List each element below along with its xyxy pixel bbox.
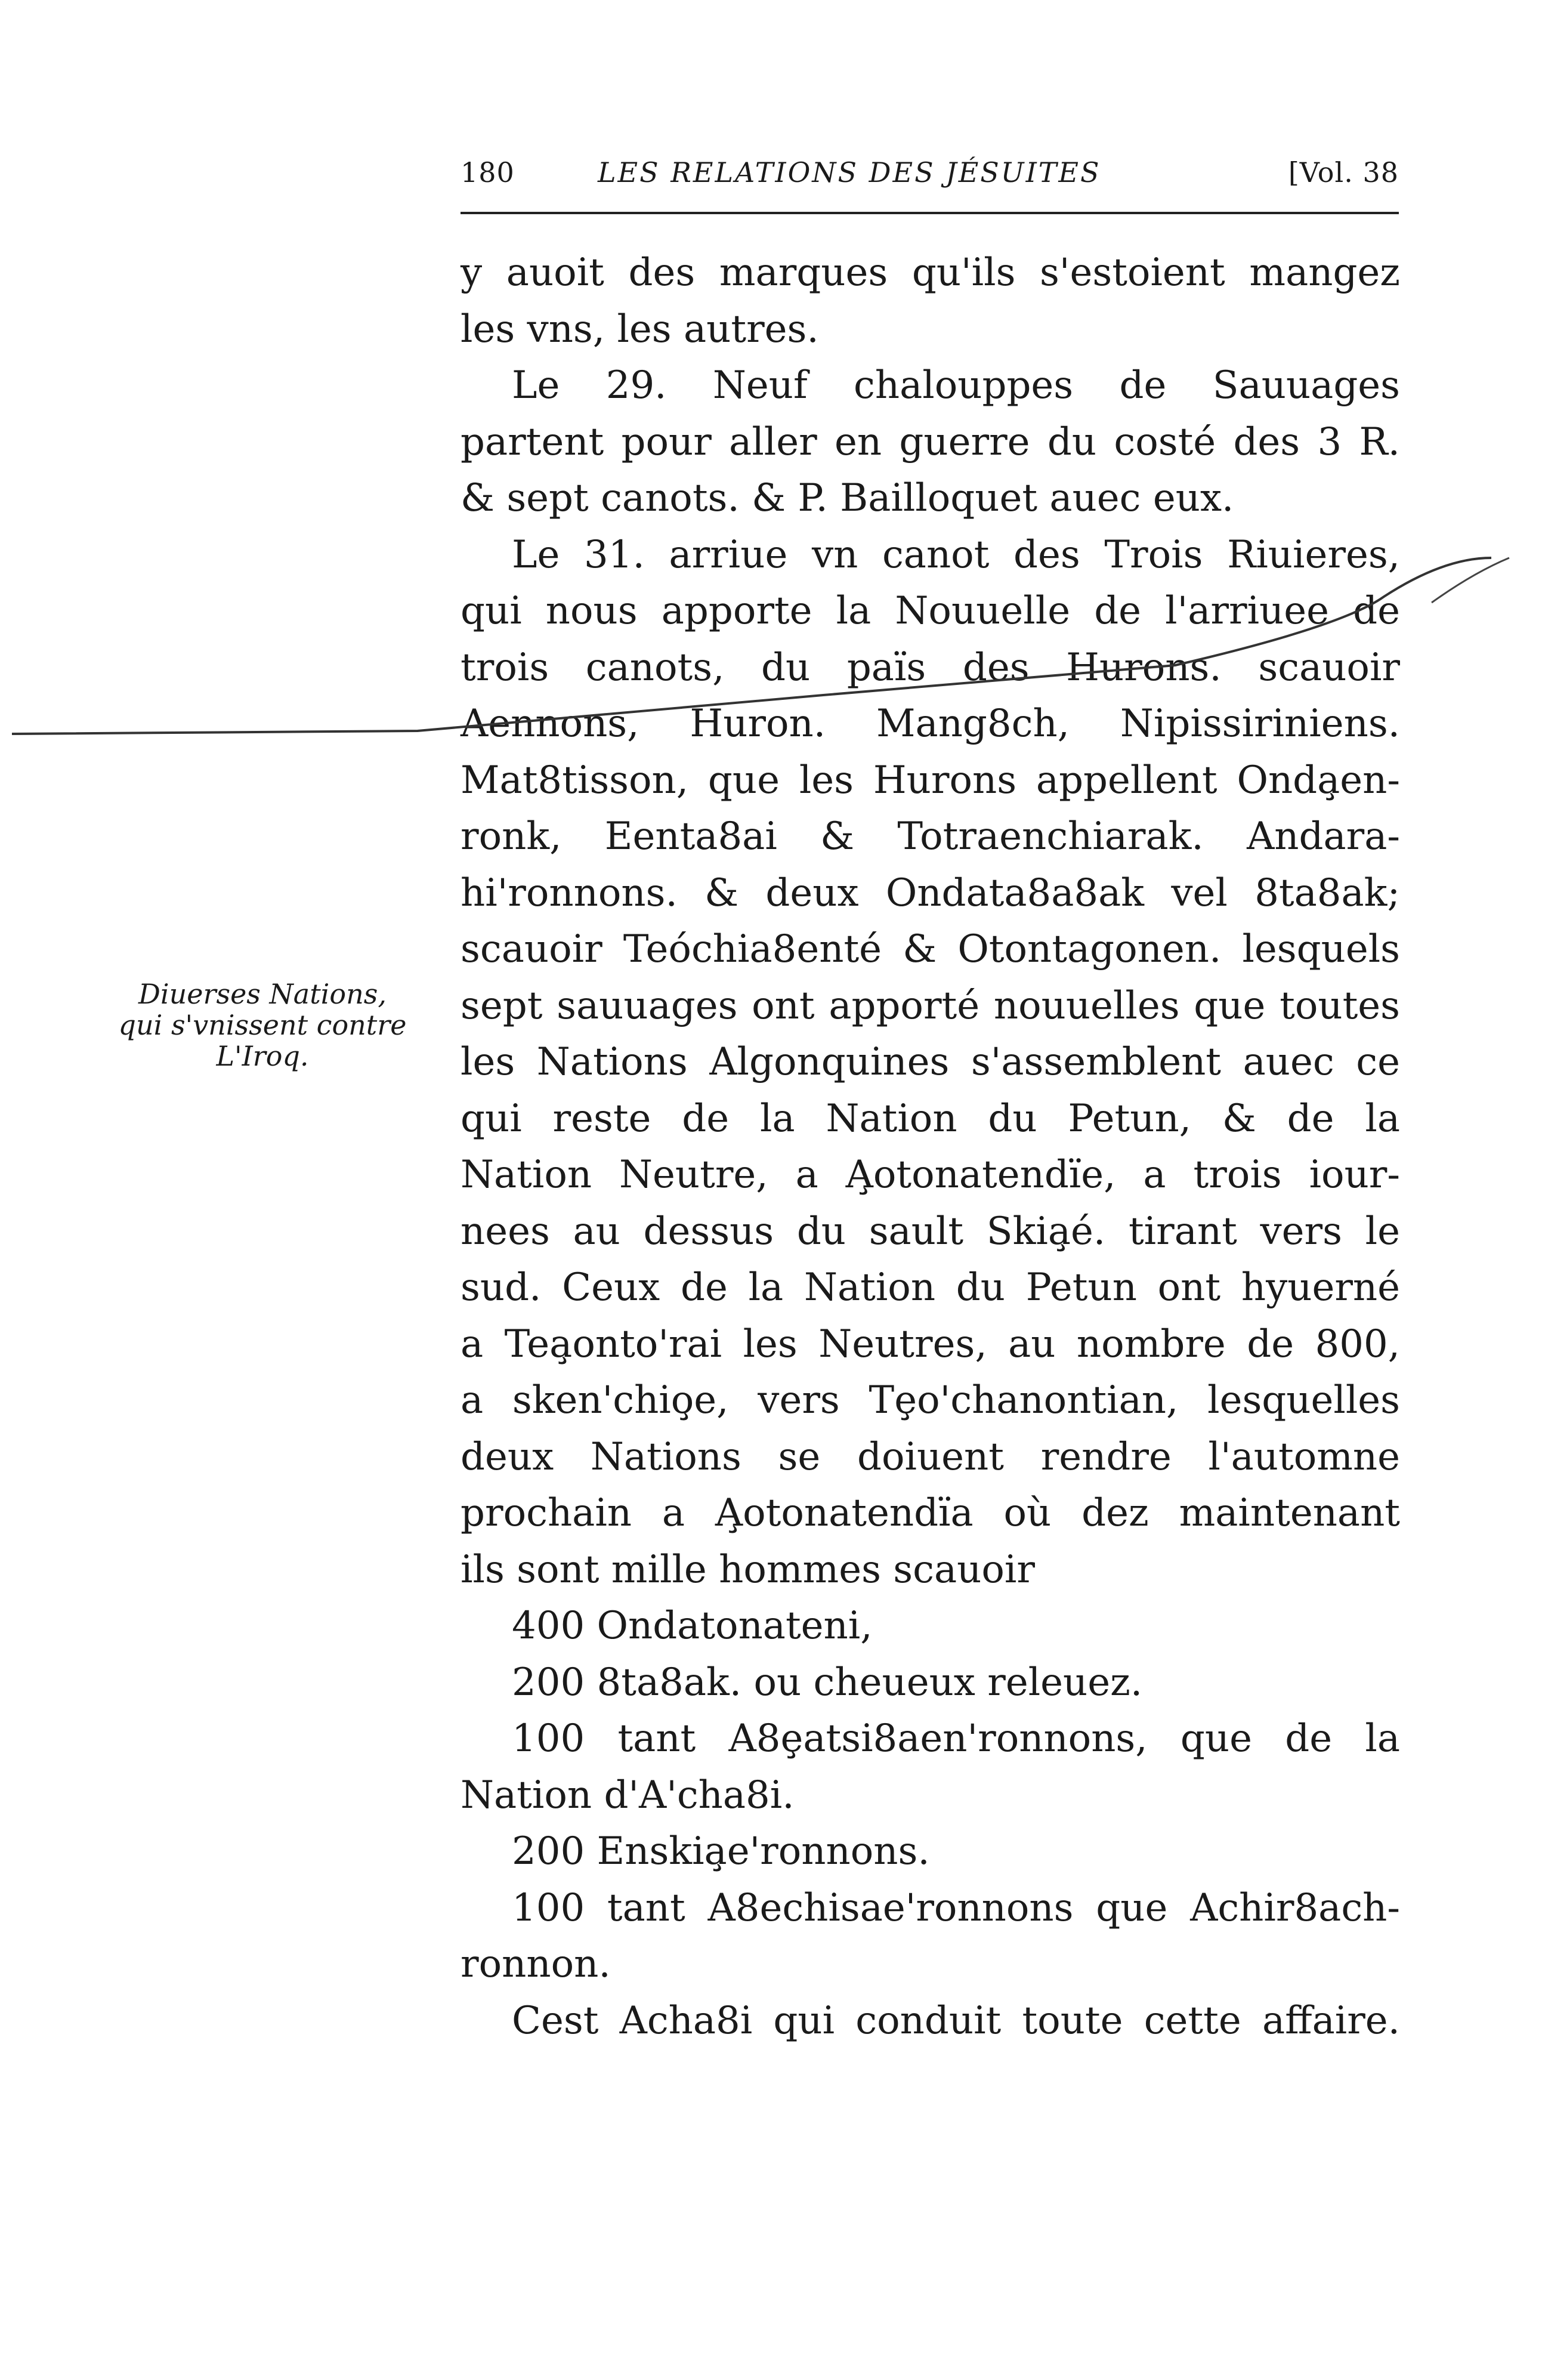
text-line: & sept canots. & P. Bailloquet auec eux.: [461, 476, 1234, 520]
running-title: LES RELATIONS DES JÉSUITES: [598, 156, 1101, 189]
text-line: Mat8tisson, que les Hurons appellent Onda̧en-: [461, 758, 1400, 802]
text-line: Le 31. arriue vn canot des Trois Riuieres,: [512, 532, 1400, 577]
text-line: sud. Ceux de la Nation du Petun ont hyuerné: [461, 1265, 1400, 1310]
text-line: Le 29. Neuf chalouppes de Sauuages: [512, 363, 1400, 408]
text-line: y auoit des marques qu'ils s'estoient mangez: [461, 251, 1400, 295]
text-line: Nation Neutre, a A̧otonatendïe, a trois iour-: [461, 1153, 1400, 1197]
text-line: prochain a A̧otonatendïa où dez maintenant: [461, 1491, 1400, 1535]
text-line: trois canots, du païs des Hurons. scauoir: [461, 645, 1400, 690]
text-line: 100 tant A8echisae'ronnons que Achir8ach-: [512, 1885, 1400, 1930]
text-line: a sken'chio̧e, vers Tȩo'chanontian, lesquelles: [461, 1378, 1400, 1422]
text-line: hi'ronnons. & deux Ondata8a8ak vel 8ta8ak;: [461, 870, 1400, 915]
text-line: partent pour aller en guerre du costé des 3 R.: [461, 419, 1400, 464]
margin-note-line: Diuerses Nations,: [138, 978, 387, 1010]
text-line: ronk, Eenta8ai & Totraenchiarak. Andara-: [461, 814, 1400, 859]
text-line: Nation d'A'cha8i.: [461, 1773, 795, 1817]
text-line: ils sont mille hommes scauoir: [461, 1547, 1035, 1592]
strike-line: [12, 558, 1491, 734]
text-line: nees au dessus du sault Skia̧é. tirant vers le: [461, 1209, 1400, 1254]
text-line: qui nous apporte la Nouuelle de l'arriuee de: [461, 589, 1400, 633]
text-line: qui reste de la Nation du Petun, & de la: [461, 1096, 1400, 1141]
text-line: sept sauuages ont apporté nouuelles que toutes: [461, 983, 1400, 1028]
text-line: deux Nations se doiuent rendre l'automne: [461, 1434, 1400, 1479]
text-line: les Nations Algonquines s'assemblent auec ce: [461, 1040, 1400, 1084]
text-line: 100 tant A8ȩatsi8aen'ronnons, que de la: [512, 1717, 1400, 1761]
volume-label: [Vol. 38: [1288, 156, 1399, 189]
strike-hook: [1432, 558, 1509, 603]
text-line: Aennons, Huron. Mang8ch, Nipissiriniens.: [461, 702, 1400, 746]
page-number: 180: [461, 156, 515, 189]
text-line: a Tea̧onto'rai les Neutres, au nombre de 800,: [461, 1322, 1400, 1366]
margin-note-line: qui s'vnissent contre: [118, 1009, 407, 1041]
margin-note-line: L'Iroq.: [216, 1040, 309, 1072]
text-line: scauoir Teóchia8enté & Otontagonen. lesquels: [461, 927, 1400, 971]
text-line: 200 Enskia̧e'ronnons.: [512, 1829, 930, 1873]
text-line: 400 Ondatonateni,: [512, 1604, 873, 1648]
text-line: les vns, les autres.: [461, 307, 819, 351]
text-line: Cest Acha8i qui conduit toute cette affaire.: [512, 1998, 1400, 2043]
text-line: ronnon.: [461, 1942, 611, 1986]
text-line: 200 8ta8ak. ou cheueux releuez.: [512, 1660, 1143, 1705]
